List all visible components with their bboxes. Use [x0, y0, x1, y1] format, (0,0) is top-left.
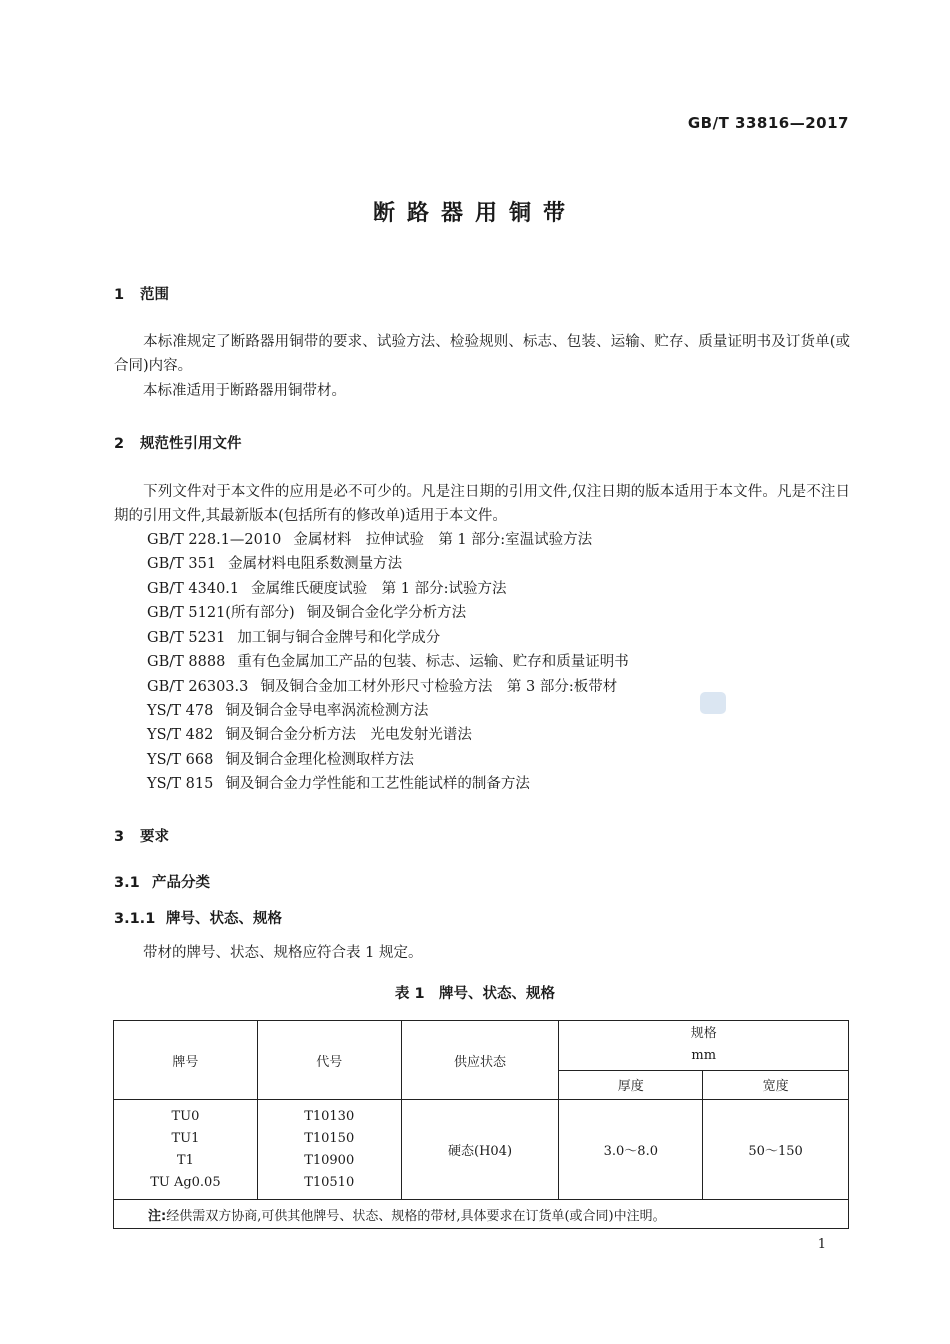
page-number: 1 — [817, 1237, 826, 1252]
cell-supply-state: 硬态(H04) — [401, 1100, 559, 1200]
reference-item — [147, 748, 414, 772]
section-3-heading — [114, 825, 169, 846]
grade-item: T1 — [176, 1152, 194, 1168]
reference-title: 铜及铜合金分析方法 光电发射光谱法 — [225, 727, 472, 743]
reference-item — [147, 650, 629, 674]
header-grade: 牌号 — [114, 1021, 258, 1100]
cell-width: 50～150 — [703, 1100, 849, 1200]
table-row — [114, 1100, 849, 1200]
reference-title: 铜及铜合金力学性能和工艺性能试样的制备方法 — [225, 776, 530, 792]
reference-code: GB/T 26303.3 — [147, 679, 249, 695]
table-title: 表 1 牌号、状态、规格 — [394, 986, 556, 1002]
reference-item — [147, 675, 617, 699]
reference-code: GB/T 5231 — [147, 630, 226, 646]
cell-thickness: 3.0～8.0 — [559, 1100, 703, 1200]
reference-title: 铜及铜合金加工材外形尺寸检验方法 第 3 部分:板带材 — [260, 679, 618, 695]
reference-item — [147, 552, 402, 576]
table-note-row — [114, 1200, 849, 1229]
paragraph-text: 下列文件对于本文件的应用是必不可少的。凡是注日期的引用文件,仅注日期的版本适用于本文件。凡是不注日期的引用文件,其最新版本(包括所有的修改单)适用于本文件。 — [114, 484, 850, 524]
section-title: 要求 — [140, 829, 169, 845]
paragraph-text: 本标准规定了断路器用铜带的要求、试验方法、检验规则、标志、包装、运输、贮存、质量证明书及订货单(或合同)内容。 — [114, 334, 850, 374]
watermark-logo — [700, 692, 726, 714]
cell-codes — [257, 1100, 401, 1200]
standard-code: GB/T 33816—2017 — [687, 114, 849, 132]
section-title: 产品分类 — [152, 875, 210, 891]
section-number: 3.1 — [114, 875, 140, 891]
reference-code: YS/T 815 — [147, 776, 214, 792]
section-number: 3.1.1 — [114, 911, 156, 927]
reference-code: GB/T 351 — [147, 556, 217, 572]
code-item: T10130 — [304, 1108, 355, 1124]
note-label: 注: — [148, 1208, 167, 1224]
paragraph-text: 带材的牌号、状态、规格应符合表 1 规定。 — [143, 945, 423, 961]
grade-item: TU0 — [171, 1108, 200, 1124]
header-thickness: 厚度 — [559, 1070, 703, 1099]
section-3-paragraph — [114, 941, 850, 965]
code-item: T10900 — [304, 1152, 355, 1168]
reference-code: GB/T 5121(所有部分) — [147, 605, 295, 621]
reference-title: 铜及铜合金化学分析方法 — [306, 605, 467, 621]
reference-item — [147, 528, 592, 552]
reference-title: 金属材料电阻系数测量方法 — [228, 556, 403, 572]
reference-code: GB/T 228.1—2010 — [147, 532, 282, 548]
section-number: 1 — [114, 287, 125, 303]
reference-item — [147, 626, 440, 650]
subsection-3-1-heading — [114, 871, 210, 892]
reference-title: 铜及铜合金导电率涡流检测方法 — [225, 703, 429, 719]
reference-item — [147, 577, 506, 601]
paragraph-text: 本标准适用于断路器用铜带材。 — [143, 383, 346, 399]
header-spec-label: 规格 — [690, 1026, 717, 1042]
reference-title: 金属材料 拉伸试验 第 1 部分:室温试验方法 — [293, 532, 593, 548]
code-item: T10510 — [304, 1174, 355, 1190]
section-title: 范围 — [140, 287, 169, 303]
reference-item — [147, 772, 530, 796]
header-spec-unit: mm — [691, 1048, 717, 1064]
reference-item — [147, 723, 472, 747]
reference-item — [147, 601, 466, 625]
section-title: 牌号、状态、规格 — [166, 911, 282, 927]
spec-table — [113, 1020, 849, 1229]
header-supply-state: 供应状态 — [401, 1021, 559, 1100]
note-text: 经供需双方协商,可供其他牌号、状态、规格的带材,具体要求在订货单(或合同)中注明。 — [166, 1208, 666, 1224]
reference-title: 铜及铜合金理化检测取样方法 — [225, 752, 414, 768]
cell-grades — [114, 1100, 258, 1200]
section-number: 2 — [114, 436, 125, 452]
section-2-intro — [114, 480, 850, 528]
table-note — [114, 1200, 849, 1229]
grade-item: TU Ag0.05 — [150, 1174, 221, 1190]
reference-code: GB/T 8888 — [147, 654, 226, 670]
subsection-3-1-1-heading — [114, 907, 282, 928]
reference-item — [147, 699, 428, 723]
section-1-paragraph-1 — [114, 330, 850, 378]
reference-title: 加工铜与铜合金牌号和化学成分 — [237, 630, 441, 646]
section-1-paragraph-2 — [114, 379, 850, 403]
section-1-heading — [114, 283, 169, 304]
section-2-heading — [114, 432, 242, 453]
header-width: 宽度 — [703, 1070, 849, 1099]
document-title: 断路器用铜带 — [372, 201, 577, 226]
reference-code: GB/T 4340.1 — [147, 581, 240, 597]
reference-code: YS/T 482 — [147, 727, 214, 743]
code-item: T10150 — [304, 1130, 355, 1146]
header-code: 代号 — [257, 1021, 401, 1100]
header-spec — [559, 1021, 849, 1071]
reference-code: YS/T 478 — [147, 703, 214, 719]
grade-item: TU1 — [171, 1130, 200, 1146]
section-number: 3 — [114, 829, 125, 845]
section-title: 规范性引用文件 — [140, 436, 242, 452]
reference-code: YS/T 668 — [147, 752, 214, 768]
reference-title: 金属维氏硬度试验 第 1 部分:试验方法 — [251, 581, 507, 597]
reference-title: 重有色金属加工产品的包装、标志、运输、贮存和质量证明书 — [237, 654, 629, 670]
